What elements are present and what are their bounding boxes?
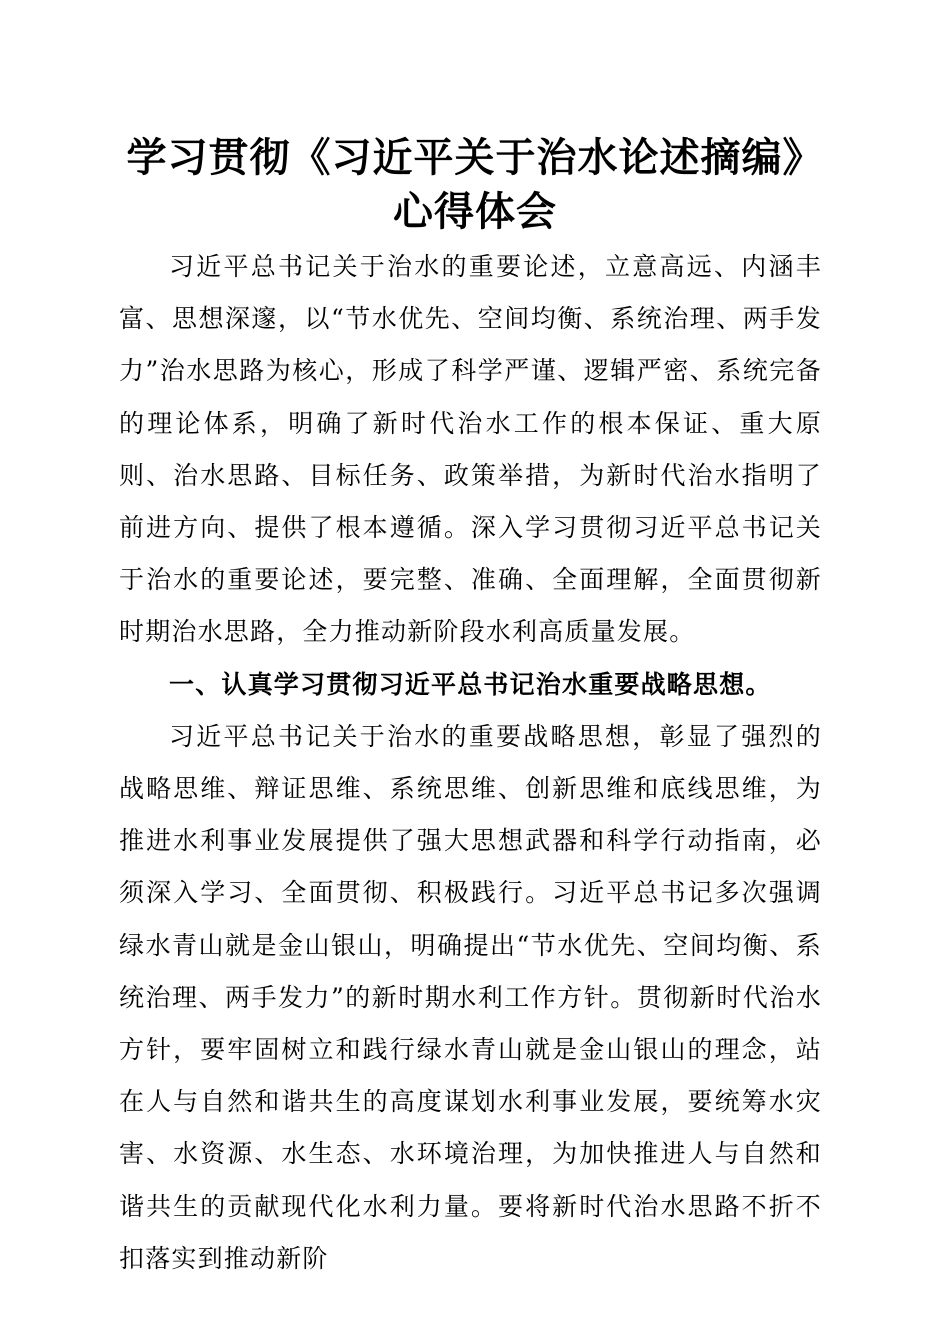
document-title-line-1: 学习贯彻《习近平关于治水论述摘编》 (126, 134, 824, 181)
document-body (119, 241, 822, 1285)
document-title-line-2: 心得体会 (393, 188, 557, 235)
section-heading-1: 一、认真学习贯彻习近平总书记治水重要战略思想。 (169, 669, 772, 699)
section-1-paragraph: 习近平总书记关于治水的重要战略思想，彰显了强烈的战略思维、辩证思维、系统思维、创新思维和底线思维，为推进水利事业发展提供了强大思想武器和科学行动指南，必须深入学习、全面贯彻、积极践行。习近平总书记多次强调绿水青山就是金山银山，明确提出“节水优先、空间均衡、系统治理、两手发力”的新时期水利工作方针。贯彻新时代治水方针，要牢固树立和践行绿水青山就是金山银山的理念，站在人与自然和谐共生的高度谋划水利事业发展，要统筹水灾害、水资源、水生态、水环境治理，为加快推进人与自然和谐共生的贡献现代化水利力量。要将新时代治水思路不折不扣落实到推动新阶 (119, 721, 822, 1273)
intro-paragraph: 习近平总书记关于治水的重要论述，立意高远、内涵丰富、思想深邃，以“节水优先、空间均衡、系统治理、两手发力”治水思路为核心，形成了科学严谨、逻辑严密、系统完备的理论体系，明确了新时代治水工作的根本保证、重大原则、治水思路、目标任务、政策举措，为新时代治水指明了前进方向、提供了根本遵循。深入学习贯彻习近平总书记关于治水的重要论述，要完整、准确、全面理解，全面贯彻新时期治水思路，全力推动新阶段水利高质量发展。 (119, 252, 822, 647)
